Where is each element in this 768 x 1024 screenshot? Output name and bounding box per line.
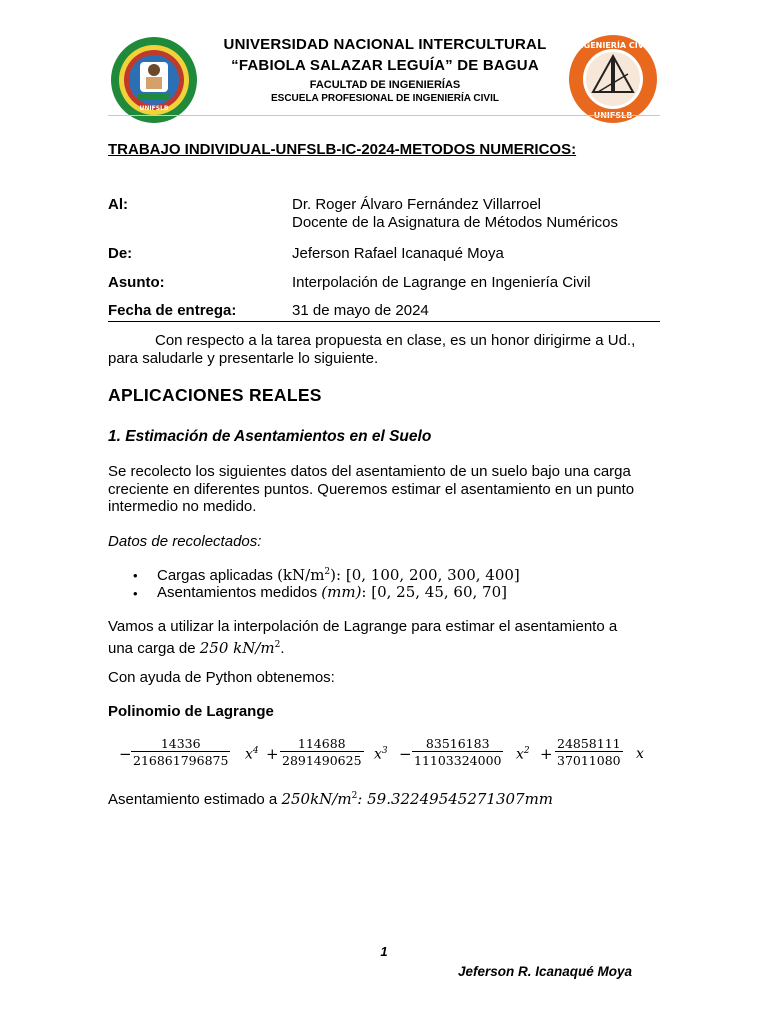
bullet-dot: •: [133, 586, 138, 601]
term-2-power: $x^3$: [374, 746, 388, 763]
svg-text:INGENIERÍA CIVIL: INGENIERÍA CIVIL: [573, 41, 653, 50]
memo-divider: [108, 321, 660, 322]
paragraph-1-line2: creciente en diferentes puntos. Queremos estimar el asentamiento en un punto: [108, 481, 635, 498]
from-value: Jeferson Rafael Icanaqué Moya: [292, 245, 504, 262]
intro-line1: Con respecto a la tarea propuesta en clase, es un honor dirigirme a Ud.,: [155, 332, 636, 349]
document-title: TRABAJO INDIVIDUAL-UNFSLB-IC-2024-METODOS NUMERICOS:: [108, 141, 577, 158]
term-2-fraction: $\frac{114688}{2891490625}$: [282, 736, 362, 768]
bullet-item-loads: Cargas aplicadas $(kN/m^2)$: [0, 100, 200, 300, 400]: [157, 566, 520, 584]
term-4-fraction: $\frac{24858111}{37011080}$: [557, 736, 621, 768]
svg-text:UNIFSLB: UNIFSLB: [593, 111, 633, 120]
plus-sign: +: [266, 745, 279, 763]
date-label: Fecha de entrega:: [108, 302, 237, 319]
paragraph-2-line2: una carga de 250 $kN/m^2$.: [108, 639, 285, 657]
subject-label: Asunto:: [108, 274, 165, 291]
header-divider: [108, 115, 660, 116]
from-label: De:: [108, 245, 133, 262]
school-name: ESCUELA PROFESIONAL DE INGENIERÍA CIVIL: [271, 93, 499, 104]
term-1-power: $x^4$: [245, 746, 259, 763]
university-name-line1: UNIVERSIDAD NACIONAL INTERCULTURAL: [223, 36, 547, 53]
faculty-name: FACULTAD DE INGENIERÍAS: [309, 79, 461, 91]
intro-line2: para saludarle y presentarle lo siguiente.: [108, 350, 379, 367]
svg-text:UNIFSLB: UNIFSLB: [139, 105, 169, 112]
estimated-settlement: Asentamiento estimado a $250kN/m^2$: 59.32249545271307mm: [108, 790, 554, 808]
to-line1: Dr. Roger Álvaro Fernández Villarroel: [292, 196, 542, 213]
date-value: 31 de mayo de 2024: [292, 302, 429, 319]
paragraph-1-line3: intermedio no medido.: [108, 498, 257, 515]
paragraph-1-line1: Se recolecto los siguientes datos del asentamiento de un suelo bajo una carga: [108, 463, 631, 480]
polynomial-heading: Polinomio de Lagrange: [108, 703, 274, 720]
section-heading: APLICACIONES REALES: [108, 385, 322, 405]
university-name-line2: “FABIOLA SALAZAR LEGUÍA” DE BAGUA: [231, 57, 539, 74]
bullet-item-settlements: Asentamientos medidos (mm): [0, 25, 45, 60, 70]: [157, 583, 507, 601]
term-3-power: $x^2$: [516, 746, 530, 763]
data-label: Datos de recolectados:: [108, 533, 262, 550]
minus-sign: −: [119, 745, 132, 763]
bullet-dot: •: [133, 568, 138, 583]
term-3-fraction: $\frac{83516183}{11103324000}$: [414, 736, 502, 768]
subject-value: Interpolación de Lagrange en Ingeniería Civil: [292, 274, 591, 291]
term-1-fraction: $\frac{14336}{216861796875}$: [133, 736, 229, 768]
to-line2: Docente de la Asignatura de Métodos Numéricos: [292, 214, 619, 231]
paragraph-2-line1: Vamos a utilizar la interpolación de Lagrange para estimar el asentamiento a: [108, 618, 618, 635]
subsection-heading: 1. Estimación de Asentamientos en el Suelo: [108, 428, 432, 445]
minus-sign: −: [399, 745, 412, 763]
term-4-power: x: [636, 746, 644, 762]
page-number: 1: [380, 944, 388, 959]
plus-sign: +: [540, 745, 553, 763]
to-label: Al:: [108, 196, 128, 213]
university-seal-logo: [110, 36, 198, 124]
python-line: Con ayuda de Python obtenemos:: [108, 669, 335, 686]
footer-author: Jeferson R. Icanaqué Moya: [458, 964, 633, 979]
engineering-faculty-logo: [568, 34, 658, 124]
